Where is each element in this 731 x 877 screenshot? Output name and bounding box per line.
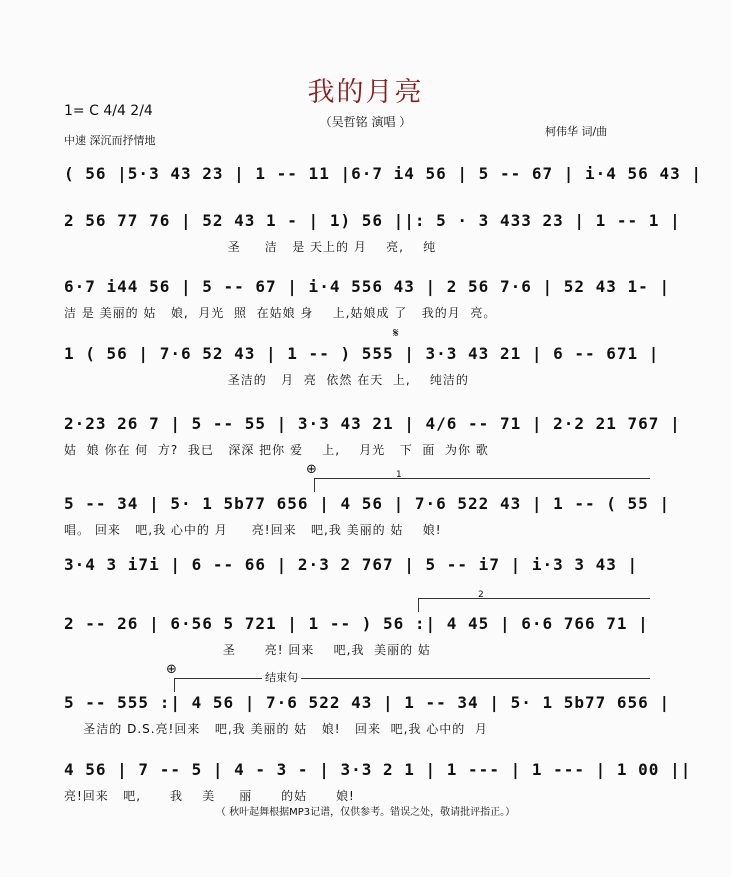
ending-bracket [174,678,175,692]
score-row-8-lyrics: 圣 亮! 回来 吧,我 美丽的 姑 [64,643,431,657]
composer-credit: 柯伟华 词/曲 [545,125,608,138]
coda-mark: ⊕ [306,462,317,477]
score-row-3-notes: 6·7 i44 56 | 5 -- 67 | i·4 556 43 | 2 56 7·6 | 52 43 1- | [64,277,671,296]
score-row-6-notes: 5 -- 34 | 5· 1 5b77 656 | 4 56 | 7·6 522 43 | 1 -- ( 55 | [64,494,671,513]
coda-mark-2: ⊕ [166,662,177,677]
score-row-2-lyrics: 圣 洁 是 天上的 月 亮, 纯 [64,240,437,254]
score-row-2-notes: 2 56 77 76 | 52 43 1 - | 1) 56 ||: 5 · 3 433 23 | 1 -- 1 | [64,211,681,230]
score-row-8-notes: 2 -- 26 | 6·56 5 721 | 1 -- ) 56 :| 4 45 | 6·6 766 71 | [64,614,649,633]
volta-2-line [418,598,650,599]
score-row-9-lyrics: 圣洁的 D.S.亮!回来 吧,我 美丽的 姑 娘! 回来 吧,我 心中的 月 [64,722,488,736]
transcriber-note: （ 秋叶起舞根据MP3记谱，仅供参考。错误之处，敬请批评指正。） [215,807,516,818]
score-row-4-notes: 1 ( 56 | 7·6 52 43 | 1 -- ) 555 | 3·3 43 21 | 6 -- 671 | [64,344,660,363]
volta-1-number: 1 [396,470,402,480]
volta-2-number: 2 [478,590,484,600]
score-row-10-notes: 4 56 | 7 -- 5 | 4 - 3 - | 3·3 2 1 | 1 --- | 1 --- | 1 00 || [64,760,692,779]
score-row-6-lyrics: 唱。 回来 吧,我 心中的 月 亮!回来 吧,我 美丽的 姑 娘! [64,523,442,537]
tempo-marking: 中速 深沉而抒情地 [64,134,156,147]
score-row-1-notes: ( 56 |5·3 43 23 | 1 -- 11 |6·7 i4 56 | 5 -- 67 | i·4 56 43 | [64,164,702,183]
song-title: 我的月亮 [307,77,424,108]
score-row-4-lyrics: 圣洁的 月 亮 依然 在天 上, 纯洁的 [64,373,469,387]
singer-credit: （吴哲铭 演唱 ） [319,115,412,129]
ending-label: 结束句 [262,669,301,685]
score-row-7-notes: 3·4 3 i7i | 6 -- 66 | 2·3 2 767 | 5 -- i7 | i·3 3 43 | [64,555,639,574]
ending-line [174,678,650,679]
score-row-9-notes: 5 -- 555 :| 4 56 | 7·6 522 43 | 1 -- 34 | 5· 1 5b77 656 | [64,693,671,712]
volta-2-bracket [418,598,419,612]
score-row-5-notes: 2·23 26 7 | 5 -- 55 | 3·3 43 21 | 4/6 -- 71 | 2·2 21 767 | [64,414,681,433]
key-signature: 1= C 4/4 2/4 [64,103,153,119]
score-row-3-lyrics: 洁 是 美丽的 姑 娘, 月光 照 在姑娘 身 上,姑娘成 了 我的月 亮。 [64,306,497,320]
volta-1-bracket [314,478,315,492]
volta-1-line [314,478,650,479]
score-row-10-lyrics: 亮!回来 吧, 我 美 丽 的姑 娘! [64,789,355,803]
score-row-5-lyrics: 姑 娘 你在 何 方? 我已 深深 把你 爱 上, 月光 下 面 为你 歌 [64,443,489,457]
segno-mark: 𝄋 [393,326,399,341]
